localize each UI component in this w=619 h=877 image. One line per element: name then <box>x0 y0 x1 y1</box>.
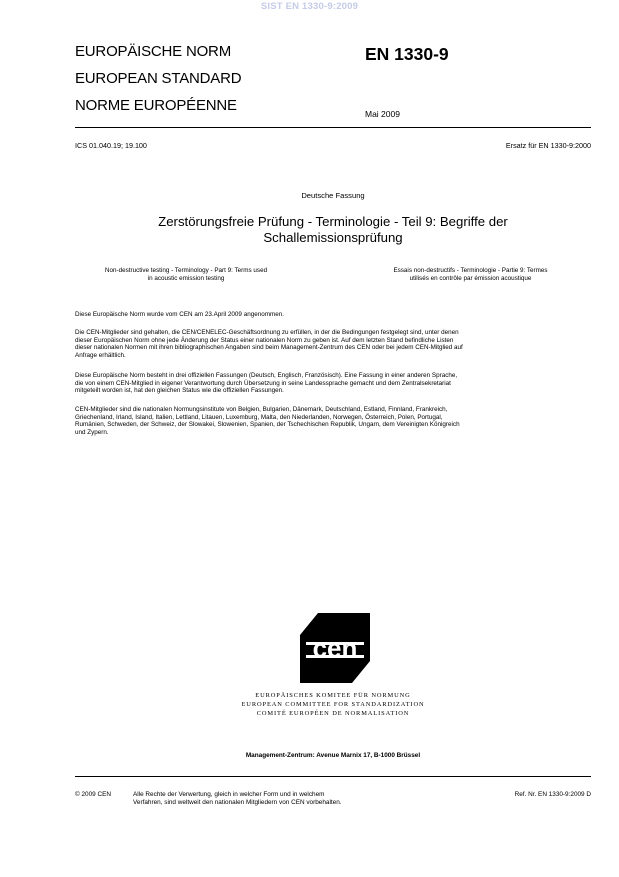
title-french-line1: Essais non-destructifs - Terminologie - Partie 9: Termes <box>393 267 548 274</box>
paragraph-line: die von einem CEN-Mitglied in eigener Verantwortung durch Übersetzung in seine Landessprache gemacht und dem Zentralsekretariat <box>75 379 451 387</box>
members-obligation-paragraph <box>75 329 591 359</box>
paragraph-line: Rumänien, Schweden, der Schweiz, der Slowakei, Slowenien, Spanien, der Tschechischen Republik, Ungarn, dem Vereinigten Königreich <box>75 421 460 429</box>
committee-names <box>175 691 491 719</box>
paragraph-line: Diese Europäische Norm besteht in drei offiziellen Fassungen (Deutsch, Englisch, Französisch). Eine Fassung in einer anderen Sprache, <box>75 372 458 379</box>
paragraph-line: dieser nationalen Normen mit ihren bibliographischen Angaben sind beim Management-Zentrum des CEN oder bei jedem CEN-Mitglied auf <box>75 344 463 352</box>
document-title-line1: Zerstörungsfreie Prüfung - Terminologie - Teil 9: Begriffe der <box>158 214 508 229</box>
versions-paragraph <box>75 372 591 395</box>
norm-title-en: EUROPEAN STANDARD <box>75 70 242 87</box>
paragraph-line: dieser Europäischen Norm ohne jede Änderung der Status einer nationalen Norm zu geben ist. Auf dem letzten Stand befindliche Listen <box>75 336 454 344</box>
version-label: Deutsche Fassung <box>301 191 365 200</box>
paragraph-line: Griechenland, Irland, Island, Italien, Lettland, Litauen, Luxemburg, Malta, den Niederlanden, Norwegen, Österreich, Polen, Portugal, <box>75 413 443 421</box>
standard-number: EN 1330-9 <box>365 44 449 64</box>
title-french <box>350 267 591 283</box>
rights-notice-line2: Verfahren, sind weltweit den nationalen Mitgliedern von CEN vorbehalten. <box>133 799 342 806</box>
management-centre-address: Management-Zentrum: Avenue Marnix 17, B-1000 Brüssel <box>245 752 421 759</box>
rights-notice-line1: Alle Rechte der Verwertung, gleich in welcher Form und in welchem <box>133 791 325 798</box>
ics-code: ICS 01.040.19; 19.100 <box>75 141 147 150</box>
title-french-line2: utilisés en contrôle par émission acoustique <box>409 275 532 282</box>
paragraph-line: CEN-Mitglieder sind die nationalen Normungsinstitute von Belgien, Bulgarien, Dänemark, Deutschland, Estland, Finnland, Frankreich, <box>75 406 448 413</box>
header-divider <box>75 127 591 128</box>
paragraph-line: mitgeteilt worden ist, hat den gleichen Status wie die offiziellen Fassungen. <box>75 387 284 395</box>
publication-date: Mai 2009 <box>365 109 400 119</box>
copyright: © 2009 CEN <box>75 791 111 798</box>
title-english-line2: in acoustic emission testing <box>147 275 225 282</box>
title-english <box>75 267 297 283</box>
title-english-line1: Non-destructive testing - Terminology - Part 9: Terms used <box>104 267 268 274</box>
cen-logo-graphic <box>300 613 370 683</box>
committee-name-fr: COMITÉ EUROPÉEN DE NORMALISATION <box>256 710 410 718</box>
paragraph-line: Die CEN-Mitglieder sind gehalten, die CEN/CENELEC-Geschäftsordnung zu erfüllen, in der die Bedingungen festgelegt sind, unter denen <box>75 329 459 336</box>
committee-name-en: EUROPEAN COMMITTEE FOR STANDARDIZATION <box>241 701 425 709</box>
document-title-line2: Schallemissionsprüfung <box>263 230 403 245</box>
members-list-paragraph <box>75 406 591 436</box>
reference-number: Ref. Nr. EN 1330-9:2009 D <box>514 791 591 798</box>
paragraph-line: Anfrage erhältlich. <box>75 351 126 359</box>
norm-title-de: EUROPÄISCHE NORM <box>75 43 231 60</box>
cen-logo-text: cen <box>312 633 358 663</box>
committee-name-de: EUROPÄISCHES KOMITEE FÜR NORMUNG <box>255 692 411 699</box>
supersedes-note: Ersatz für EN 1330-9:2000 <box>505 141 591 150</box>
document-title <box>75 214 591 246</box>
adoption-paragraph: Diese Europäische Norm wurde vom CEN am 23.April 2009 angenommen. <box>75 311 284 318</box>
cen-logo <box>300 613 370 683</box>
footer-divider <box>75 776 591 777</box>
norm-title-fr: NORME EUROPÉENNE <box>75 97 237 114</box>
watermark: SIST EN 1330-9:2009 <box>260 1 359 12</box>
paragraph-line: und Zypern. <box>75 428 109 436</box>
rights-notice <box>133 791 433 807</box>
